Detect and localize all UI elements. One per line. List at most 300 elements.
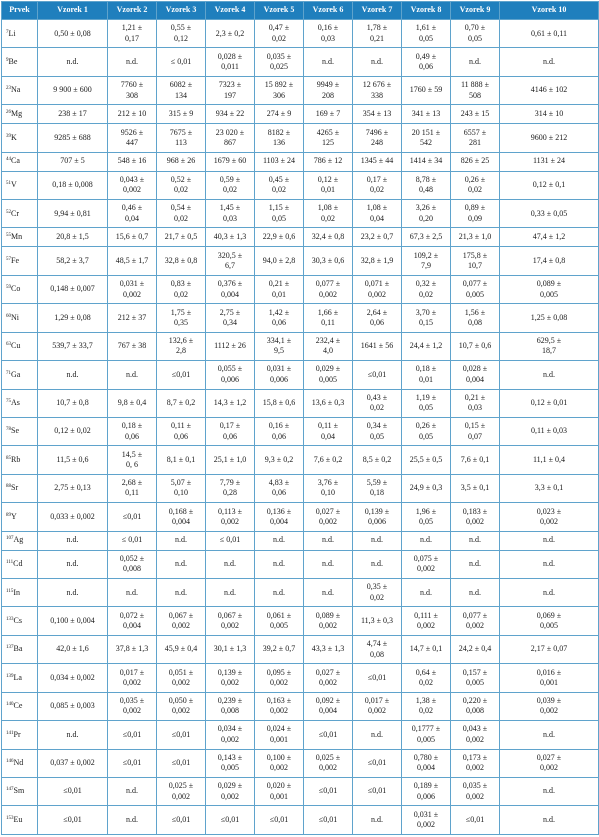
value-cell: 15,8 ± 0,6 (255, 389, 304, 417)
table-row (2, 304, 599, 332)
value-cell (402, 749, 451, 777)
value-cell: ≤0,01 (157, 721, 206, 749)
value-line: 0,002 (466, 621, 484, 631)
value-cell (353, 578, 402, 606)
value-cell: 15,6 ± 0,7 (108, 228, 157, 247)
value-line: 0,16 ± (317, 23, 339, 33)
value-line: 1,19 ± (415, 392, 437, 402)
value-line: 1,21 ± (121, 23, 143, 33)
value-cell: 826 ± 25 (451, 152, 500, 171)
value-cell: 37,8 ± 1,3 (108, 635, 157, 663)
table-row (2, 474, 599, 502)
value-line: 0,220 ± (462, 695, 488, 705)
isotope-mass: 153 (6, 815, 14, 821)
value-line: 0,005 (270, 621, 288, 631)
value-line: 0,039 ± (536, 695, 562, 705)
value-line: 1,38 ± (415, 695, 437, 705)
value-cell (255, 664, 304, 692)
value-cell: n.d. (108, 777, 157, 805)
value-cell: 1,29 ± 0,08 (38, 304, 108, 332)
value-line: 0,031 ± (266, 364, 292, 374)
value-line: 0,21 ± (268, 279, 290, 289)
value-cell: n.d. (157, 531, 206, 550)
value-cell (157, 76, 206, 104)
isotope-mass: 107 (6, 536, 14, 542)
value-line: 0,02 (419, 706, 433, 716)
value-line: 0,157 ± (462, 667, 488, 677)
value-line: 0,002 (172, 677, 190, 687)
value-line: 0,07 (468, 431, 482, 441)
element-cell (2, 171, 38, 199)
value-cell: ≤0,01 (304, 806, 353, 835)
value-cell: 243 ± 15 (451, 105, 500, 124)
value-cell: n.d. (108, 361, 157, 389)
value-line: 134 (175, 90, 187, 100)
value-cell (206, 200, 255, 228)
value-line: 113 (175, 137, 187, 147)
value-cell: 9285 ± 688 (38, 124, 108, 152)
value-cell: 341 ± 13 (402, 105, 451, 124)
value-cell: 9,94 ± 0,81 (38, 200, 108, 228)
value-cell: n.d. (353, 48, 402, 76)
value-line: 2,75 ± (219, 307, 241, 317)
value-cell: n.d. (500, 550, 599, 578)
value-cell (304, 417, 353, 445)
element-symbol: La (13, 672, 22, 682)
value-line: 0,005 (540, 289, 558, 299)
value-cell: 30,1 ± 1,3 (206, 635, 255, 663)
value-cell (157, 692, 206, 720)
element-cell (2, 247, 38, 275)
value-cell (108, 417, 157, 445)
element-cell (2, 635, 38, 663)
value-cell (451, 417, 500, 445)
value-cell: 2,3 ± 0,2 (206, 20, 255, 48)
isotope-mass: 57 (6, 256, 11, 262)
table-row (2, 721, 599, 749)
value-line: 0,002 (270, 677, 288, 687)
value-cell: 1,25 ± 0,08 (500, 304, 599, 332)
value-line: 208 (322, 90, 334, 100)
value-line: 867 (224, 137, 236, 147)
value-cell (500, 749, 599, 777)
table-row (2, 361, 599, 389)
table-row (2, 550, 599, 578)
value-line: 0,035 ± (119, 695, 145, 705)
table-row (2, 247, 599, 275)
value-cell (451, 389, 500, 417)
value-cell (402, 607, 451, 635)
value-cell (304, 332, 353, 360)
value-line: 0,023 ± (536, 506, 562, 516)
value-line: 0,001 (270, 734, 288, 744)
value-line: 1,66 ± (317, 307, 339, 317)
value-cell: ≤0,01 (353, 361, 402, 389)
value-cell: 0,61 ± 0,11 (500, 20, 599, 48)
value-line: 1,56 ± (464, 307, 486, 317)
value-line: 0,071 ± (364, 279, 390, 289)
element-cell (2, 531, 38, 550)
value-line: 2,8 (176, 346, 186, 356)
value-line: 0,54 ± (170, 203, 192, 213)
value-cell (255, 200, 304, 228)
value-cell: 1760 ± 59 (402, 76, 451, 104)
value-cell: 548 ± 16 (108, 152, 157, 171)
value-line: 0,143 ± (217, 752, 243, 762)
isotope-mass: 139 (6, 673, 14, 679)
value-cell: 17,4 ± 0,8 (500, 247, 599, 275)
value-cell: n.d. (255, 531, 304, 550)
isotope-mass: 133 (6, 616, 14, 622)
value-cell: n.d. (500, 777, 599, 805)
value-line: 0,11 (125, 488, 139, 498)
element-cell (2, 124, 38, 152)
value-line: 0,45 ± (268, 174, 290, 184)
value-cell: 0,50 ± 0,08 (38, 20, 108, 48)
value-cell (451, 247, 500, 275)
value-line: 0,027 ± (315, 667, 341, 677)
value-line: 0,017 ± (364, 695, 390, 705)
header-sample-8: Vzorek 8 (402, 2, 451, 20)
value-cell: n.d. (353, 550, 402, 578)
value-line: 0,139 ± (364, 506, 390, 516)
isotope-mass: 60 (6, 313, 11, 319)
value-cell: 0,100 ± 0,004 (38, 607, 108, 635)
value-line: 0,02 (174, 289, 188, 299)
value-cell: 3,5 ± 0,1 (451, 474, 500, 502)
value-line: 0,089 ± (536, 279, 562, 289)
value-line: 1,15 ± (268, 203, 290, 213)
value-line: 15 892 ± (264, 80, 294, 90)
value-line: 0,004 (123, 621, 141, 631)
value-cell: 274 ± 9 (255, 105, 304, 124)
value-cell (108, 124, 157, 152)
value-cell (353, 124, 402, 152)
value-cell: n.d. (451, 550, 500, 578)
value-line: 0,11 (321, 317, 335, 327)
value-line: 0,004 (221, 289, 239, 299)
value-cell (255, 76, 304, 104)
isotope-mass: 89 (6, 512, 11, 518)
value-cell (206, 607, 255, 635)
value-cell (304, 749, 353, 777)
value-cell (402, 417, 451, 445)
value-cell: 25,1 ± 1,0 (206, 446, 255, 474)
value-line: 0,006 (417, 791, 435, 801)
value-line: 4,74 ± (366, 639, 388, 649)
value-line: 0,89 ± (464, 203, 486, 213)
value-cell: ≤0,01 (38, 777, 108, 805)
value-cell: n.d. (108, 48, 157, 76)
value-cell (206, 474, 255, 502)
value-cell: 0,18 ± 0,008 (38, 171, 108, 199)
value-line: 0,376 ± (217, 279, 243, 289)
value-line: 0,32 ± (415, 279, 437, 289)
value-cell (108, 275, 157, 303)
value-line: 4,83 ± (268, 478, 290, 488)
element-concentration-table (1, 1, 599, 835)
value-line: 2,68 ± (121, 478, 143, 488)
value-cell: 539,7 ± 33,7 (38, 332, 108, 360)
value-cell: 23,2 ± 0,7 (353, 228, 402, 247)
value-cell: 0,12 ± 0,1 (500, 171, 599, 199)
value-line: 0,15 ± (464, 421, 486, 431)
value-line: 0,002 (319, 677, 337, 687)
table-row (2, 152, 599, 171)
element-symbol: K (11, 132, 17, 142)
value-cell: 707 ± 5 (38, 152, 108, 171)
value-cell: ≤0,01 (108, 721, 157, 749)
value-line: 6557 ± (463, 127, 487, 137)
value-line: 0,21 (370, 33, 384, 43)
value-line: 0,12 (174, 33, 188, 43)
value-line: 0,10 (174, 488, 188, 498)
element-cell (2, 200, 38, 228)
value-cell: 314 ± 10 (500, 105, 599, 124)
value-cell: 13,6 ± 0,3 (304, 389, 353, 417)
value-cell (353, 20, 402, 48)
value-cell (255, 304, 304, 332)
table-body (2, 20, 599, 835)
value-cell (500, 607, 599, 635)
value-line: 0,002 (466, 734, 484, 744)
table-row (2, 749, 599, 777)
value-line: 0,005 (466, 677, 484, 687)
value-line: 0,47 ± (268, 23, 290, 33)
value-cell: 0,085 ± 0,003 (38, 692, 108, 720)
value-line: 0,006 (368, 516, 386, 526)
value-line: 0,001 (270, 791, 288, 801)
element-symbol: Y (11, 511, 17, 521)
value-cell: n.d. (353, 721, 402, 749)
element-symbol: Be (8, 56, 18, 66)
value-line: 197 (224, 90, 236, 100)
value-cell: 0,12 ± 0,01 (500, 389, 599, 417)
element-cell (2, 692, 38, 720)
value-cell: ≤0,01 (304, 777, 353, 805)
value-cell (157, 664, 206, 692)
value-line: 6,7 (225, 261, 235, 271)
value-cell (255, 777, 304, 805)
value-cell (402, 664, 451, 692)
value-line: 0,168 ± (168, 506, 194, 516)
value-line: 0,26 ± (464, 174, 486, 184)
value-line: 0,050 ± (168, 695, 194, 705)
value-line: 0,002 (540, 706, 558, 716)
table-row (2, 578, 599, 606)
table-row (2, 20, 599, 48)
value-cell (402, 20, 451, 48)
value-cell: n.d. (500, 48, 599, 76)
isotope-mass: 85 (6, 455, 11, 461)
value-line: 0,06 (419, 62, 433, 72)
element-symbol: In (13, 587, 20, 597)
table-row (2, 664, 599, 692)
value-cell (255, 474, 304, 502)
value-cell: 0,148 ± 0,007 (38, 275, 108, 303)
value-cell (353, 692, 402, 720)
value-line: 0,077 ± (462, 279, 488, 289)
value-cell (304, 124, 353, 152)
value-line: 508 (469, 90, 481, 100)
value-cell (304, 76, 353, 104)
value-cell: ≤0,01 (108, 503, 157, 531)
value-line: 1,78 ± (366, 23, 388, 33)
value-cell (255, 503, 304, 531)
value-cell (451, 171, 500, 199)
value-cell: 32,8 ± 1,9 (353, 247, 402, 275)
value-line: 3,26 ± (415, 203, 437, 213)
value-cell: 24,2 ± 0,4 (451, 635, 500, 663)
value-cell (304, 361, 353, 389)
value-cell (108, 692, 157, 720)
value-cell: n.d. (304, 550, 353, 578)
element-cell (2, 332, 38, 360)
element-cell (2, 389, 38, 417)
value-line: 320,5 ± (217, 250, 243, 260)
value-line: 0,46 ± (121, 203, 143, 213)
value-cell: 8,7 ± 0,2 (157, 389, 206, 417)
value-cell (206, 749, 255, 777)
value-line: 232,4 ± (315, 335, 341, 345)
value-cell (157, 200, 206, 228)
value-cell (402, 48, 451, 76)
value-cell (353, 503, 402, 531)
value-cell: 1112 ± 26 (206, 332, 255, 360)
value-cell: ≤0,01 (255, 806, 304, 835)
element-cell (2, 417, 38, 445)
value-line: 9526 ± (120, 127, 144, 137)
value-line: 109,2 ± (413, 250, 439, 260)
value-cell (451, 777, 500, 805)
value-cell: n.d. (157, 578, 206, 606)
element-symbol: Sr (11, 483, 19, 493)
value-line: 0,26 ± (415, 421, 437, 431)
value-cell: n.d. (38, 361, 108, 389)
value-cell (255, 124, 304, 152)
value-line: 0,05 (419, 33, 433, 43)
value-line: 6082 ± (169, 80, 193, 90)
value-cell: 21,7 ± 0,5 (157, 228, 206, 247)
value-line: 0,18 ± (121, 421, 143, 431)
value-line: 0,64 ± (415, 667, 437, 677)
value-cell: 169 ± 7 (304, 105, 353, 124)
value-line: 7760 ± (120, 80, 144, 90)
value-line: 0,043 ± (462, 724, 488, 734)
table-row (2, 777, 599, 805)
element-cell (2, 806, 38, 835)
value-cell: 42,0 ± 1,6 (38, 635, 108, 663)
value-cell: 8,1 ± 0,1 (157, 446, 206, 474)
value-cell (500, 664, 599, 692)
value-cell: 8,5 ± 0,2 (353, 446, 402, 474)
value-cell (108, 474, 157, 502)
element-cell (2, 48, 38, 76)
value-line: 629,5 ± (536, 335, 562, 345)
value-cell (157, 777, 206, 805)
value-line: 0,34 ± (366, 421, 388, 431)
value-cell (255, 417, 304, 445)
value-cell: 45,9 ± 0,4 (157, 635, 206, 663)
value-cell: 1103 ± 24 (255, 152, 304, 171)
value-cell: 11,1 ± 0,4 (500, 446, 599, 474)
element-symbol: As (11, 398, 20, 408)
value-cell (500, 692, 599, 720)
value-cell (255, 361, 304, 389)
value-cell: ≤ 0,01 (157, 48, 206, 76)
value-line: 9,5 (274, 346, 284, 356)
value-cell: n.d. (206, 578, 255, 606)
value-cell: 14,3 ± 1,2 (206, 389, 255, 417)
value-line: 23 020 ± (215, 127, 245, 137)
value-line: 7,9 (421, 261, 431, 271)
element-symbol: Cs (13, 615, 22, 625)
value-line: 0,069 ± (536, 610, 562, 620)
isotope-mass: 9 (6, 57, 9, 63)
element-symbol: V (11, 180, 17, 190)
value-cell (255, 48, 304, 76)
value-line: 0,002 (540, 516, 558, 526)
value-cell: 21,3 ± 1,0 (451, 228, 500, 247)
value-cell (255, 721, 304, 749)
value-cell (451, 749, 500, 777)
value-cell: 9600 ± 212 (500, 124, 599, 152)
value-cell: ≤0,01 (108, 749, 157, 777)
value-cell (500, 275, 599, 303)
value-line: 0,028 ± (462, 364, 488, 374)
value-line: 0,025 ± (315, 752, 341, 762)
element-symbol: Ni (11, 312, 19, 322)
table-row (2, 692, 599, 720)
value-line: 0,52 ± (170, 174, 192, 184)
value-cell (304, 200, 353, 228)
value-line: 8182 ± (267, 127, 291, 137)
value-cell: n.d. (500, 578, 599, 606)
value-line: 12 676 ± (362, 80, 392, 90)
value-line: 0,002 (172, 621, 190, 631)
header-row (2, 2, 599, 20)
value-line: 0,025 ± (168, 781, 194, 791)
value-cell (304, 664, 353, 692)
value-line: 0,189 ± (413, 781, 439, 791)
value-cell: 58,2 ± 3,7 (38, 247, 108, 275)
value-line: 0,002 (319, 516, 337, 526)
value-cell (451, 20, 500, 48)
value-line: 0,024 ± (266, 724, 292, 734)
value-line: 8,78 ± (415, 174, 437, 184)
value-cell (451, 721, 500, 749)
table-wrapper (1, 1, 598, 835)
element-symbol: Li (8, 28, 16, 38)
value-cell: n.d. (304, 531, 353, 550)
value-line: 0,008 (466, 706, 484, 716)
value-cell: n.d. (402, 531, 451, 550)
value-cell: n.d. (500, 721, 599, 749)
value-line: 7496 ± (365, 127, 389, 137)
value-cell (353, 76, 402, 104)
element-symbol: Ca (11, 156, 20, 166)
value-cell (353, 417, 402, 445)
value-line: 3,76 ± (317, 478, 339, 488)
isotope-mass: 71 (6, 370, 11, 376)
value-line: 308 (126, 90, 138, 100)
value-line: 0,02 (370, 185, 384, 195)
value-line: 0,05 (419, 431, 433, 441)
value-cell (206, 247, 255, 275)
element-symbol: Na (11, 85, 21, 95)
value-line: 0,163 ± (266, 695, 292, 705)
value-line: 0,239 ± (217, 695, 243, 705)
